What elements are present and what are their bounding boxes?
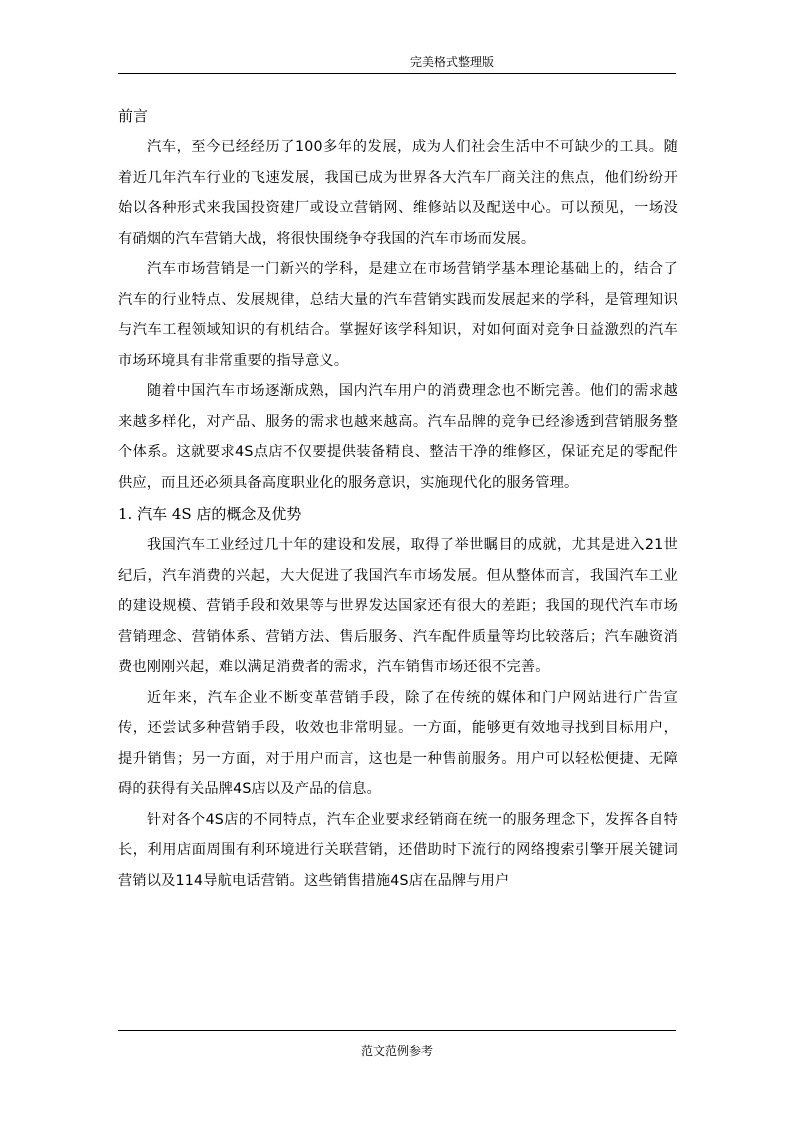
page-header-title: 完美格式整理版 — [409, 55, 494, 69]
paragraph: 我国汽车工业经过几十年的建设和发展，取得了举世瞩目的成就，尤其是进入21世纪后，汽车消费的兴起，大大促进了我国汽车市场发展。但从整体而言，我国汽车工业的建设规模、营销手段和效果等与世界发达国家还有很大的差距；我国的现代汽车市场营销理念、营销体系、营销方法、售后服务、汽车配件质量等均比较落后；汽车融资消费也刚刚兴起，难以满足消费者的需求，汽车销售市场还很不完善。 — [118, 537, 678, 675]
section-heading-4s-concept: 1. 汽车 4S 店的概念及优势 — [118, 505, 302, 523]
header-divider — [118, 73, 676, 74]
paragraph: 针对各个4S店的不同特点，汽车企业要求经销商在统一的服务理念下，发挥各自特长，利用店面周围有利环境进行关联营销，还借助时下流行的网络搜索引擎开展关键词营销以及114导航电话营销。这些销售措施4S店在品牌与用户 — [118, 811, 678, 889]
section-heading-preface: 前言 — [118, 107, 149, 125]
document-body — [118, 100, 678, 896]
paragraph: 随着中国汽车市场逐渐成熟，国内汽车用户的消费理念也不断完善。他们的需求越来越多样化，对产品、服务的需求也越来越高。汽车品牌的竞争已经渗透到营销服务整个体系。这就要求4S点店不仅要提供装备精良、整洁干净的维修区，保证充足的零配件供应，而且还必须具备高度职业化的服务意识，实施现代化的服务管理。 — [118, 383, 678, 491]
footer-divider — [118, 1030, 676, 1031]
paragraph: 汽车市场营销是一门新兴的学科，是建立在市场营销学基本理论基础上的，结合了汽车的行业特点、发展规律，总结大量的汽车营销实践而发展起来的学科，是管理知识与汽车工程领域知识的有机结合。掌握好该学科知识，对如何面对竞争日益激烈的汽车市场环境具有非常重要的指导意义。 — [118, 261, 678, 369]
page-footer-text: 范文范例参考 — [360, 1044, 433, 1058]
paragraph: 汽车，至今已经经历了100多年的发展，成为人们社会生活中不可缺少的工具。随着近几年汽车行业的飞速发展，我国已成为世界各大汽车厂商关注的焦点，他们纷纷开始以各种形式来我国投资建厂或设立营销网、维修站以及配送中心。可以预见，一场没有硝烟的汽车营销大战，将很快围绕争夺我国的汽车市场而发展。 — [118, 139, 678, 247]
paragraph: 近年来，汽车企业不断变革营销手段，除了在传统的媒体和门户网站进行广告宣传，还尝试多种营销手段，收效也非常明显。一方面，能够更有效地寻找到目标用户，提升销售；另一方面，对于用户而言，这也是一种售前服务。用户可以轻松便捷、无障碍的获得有关品牌4S店以及产品的信息。 — [118, 689, 678, 797]
